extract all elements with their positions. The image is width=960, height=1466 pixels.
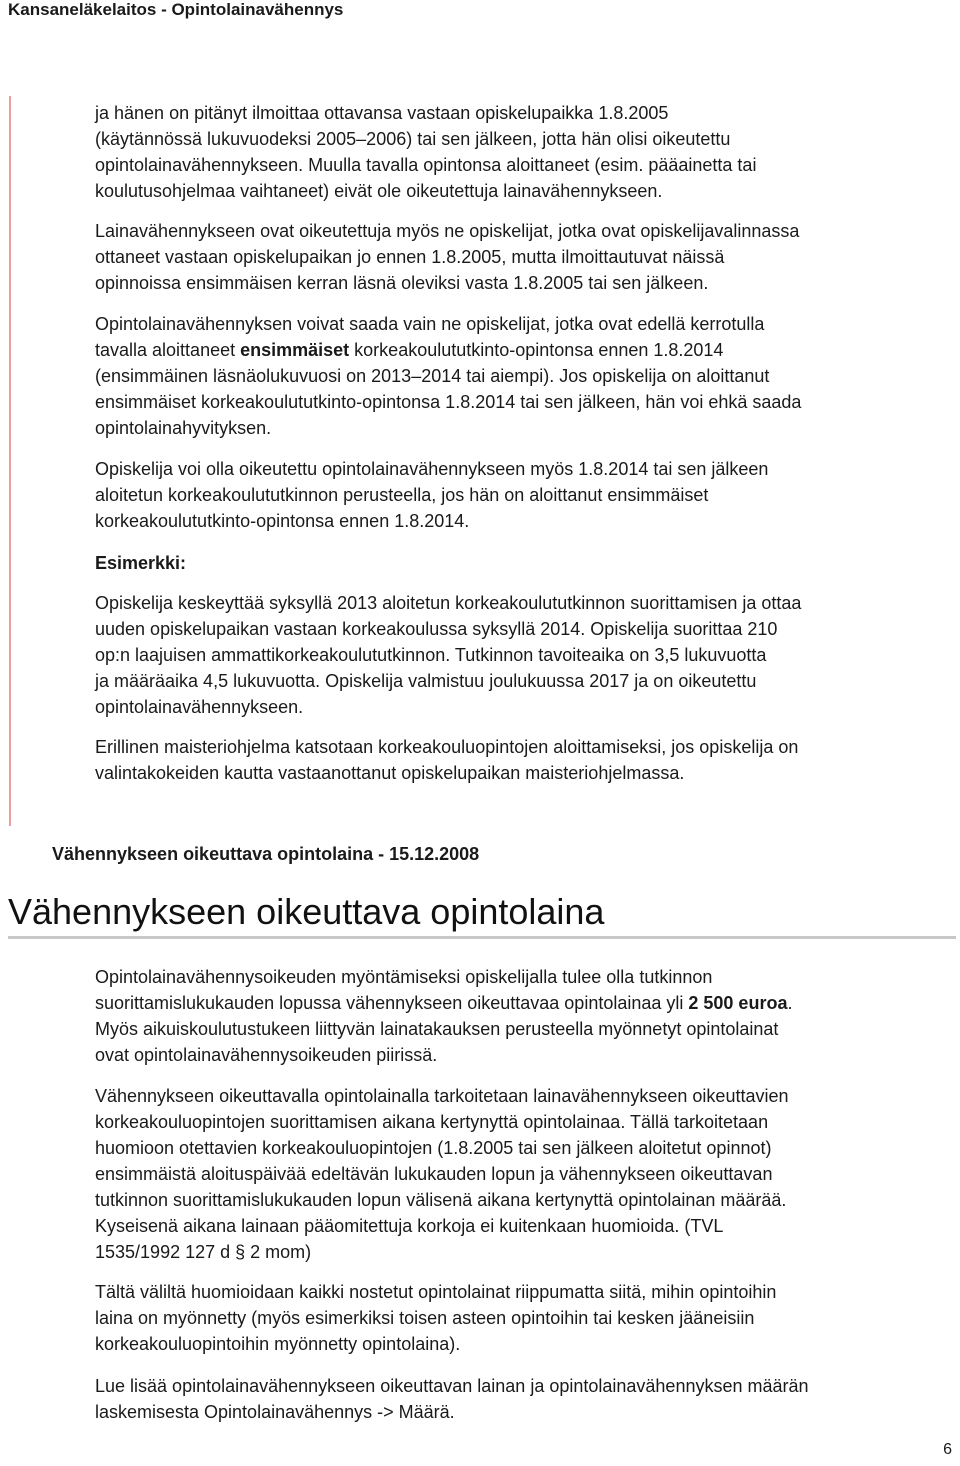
text-line: (ensimmäinen läsnäolukuvuosi on 2013–2014 tai aiempi). Jos opiskelija on aloittanut — [95, 366, 770, 386]
paragraph-loan-definition — [95, 1083, 955, 1265]
text-line: Kyseisenä aikana lainaan pääomitettuja korkoja ei kuitenkaan huomioida. (TVL — [95, 1216, 724, 1236]
text-fragment: korkeakoulututkinto-opintonsa ennen 1.8.2014 — [349, 340, 724, 360]
text-line: laina on myönnetty (myös esimerkiksi toisen asteen opintoihin tai kesken jääneisiin — [95, 1308, 755, 1328]
text-line: tutkinnon suorittamislukukauden lopun välisenä aikana kertynyttä opintolainan määrää. — [95, 1190, 787, 1210]
text-line: Opintolainavähennysoikeuden myöntämiseksi opiskelijalla tulee olla tutkinnon — [95, 967, 713, 987]
text-line: laskemisesta Opintolainavähennys -> Määrä. — [95, 1402, 455, 1422]
text-line: Erillinen maisteriohjelma katsotaan korkeakouluopintojen aloittamiseksi, jos opiskelija on — [95, 737, 799, 757]
text-line: ensimmäistä aloituspäivää edeltävän lukukauden lopun ja vähennykseen oikeuttavan — [95, 1164, 773, 1184]
text-line: Vähennykseen oikeuttavalla opintolainalla tarkoitetaan lainavähennykseen oikeuttavien — [95, 1086, 789, 1106]
text-line: Lue lisää opintolainavähennykseen oikeuttavan lainan ja opintolainavähennyksen määrän — [95, 1376, 809, 1396]
section-subheading: Vähennykseen oikeuttava opintolaina - 15.12.2008 — [52, 844, 480, 864]
example-label: Esimerkki: — [95, 553, 187, 573]
text-line: op:n laajuisen ammattikorkeakoulututkinnon. Tutkinnon tavoiteaika on 3,5 lukuvuotta — [95, 645, 767, 665]
text-line: korkeakouluopintojen suorittamisen aikana kertynyttä opintolainaa. Tällä tarkoitetaan — [95, 1112, 769, 1132]
text-line — [95, 990, 955, 1016]
paragraph-loan-threshold — [95, 964, 955, 1068]
text-line: ja määräaika 4,5 lukuvuotta. Opiskelija valmistuu joulukuussa 2017 ja on oikeutettu — [95, 671, 757, 691]
text-line: ensimmäiset korkeakoulututkinto-opintonsa 1.8.2014 tai sen jälkeen, hän voi ehkä saada — [95, 392, 802, 412]
text-line: opintolainavähennykseen. Muulla tavalla opintonsa aloittaneet (esim. pääainetta tai — [95, 155, 757, 175]
text-line: ovat opintolainavähennysoikeuden piirissä. — [95, 1045, 438, 1065]
paragraph-read-more — [95, 1373, 955, 1425]
emphasis-amount: 2 500 euroa — [688, 993, 788, 1013]
text-line: koulutusohjelmaa vaihtaneet) eivät ole oikeutettuja lainavähennykseen. — [95, 181, 663, 201]
paragraph-later-degree — [95, 456, 955, 534]
text-fragment: suorittamislukukauden lopussa vähennykseen oikeuttavaa opintolainaa yli — [95, 993, 689, 1013]
title-divider — [8, 936, 956, 939]
text-line: (käytännössä lukuvuodeksi 2005–2006) tai sen jälkeen, jotta hän olisi oikeutettu — [95, 129, 731, 149]
text-line: opinnoissa ensimmäisen kerran läsnä oleviksi vasta 1.8.2005 tai sen jälkeen. — [95, 273, 709, 293]
page-number: 6 — [943, 1441, 952, 1458]
text-line: korkeakouluopintoihin myönnetty opintolaina). — [95, 1334, 461, 1354]
text-line: Tältä väliltä huomioidaan kaikki nostetut opintolainat riippumatta siitä, mihin opintoihin — [95, 1282, 777, 1302]
text-fragment: . — [787, 993, 793, 1013]
text-line: ottaneet vastaan opiskelupaikan jo ennen 1.8.2005, mutta ilmoittautuvat näissä — [95, 247, 725, 267]
text-line: huomioon otettavien korkeakouluopintojen (1.8.2005 tai sen jälkeen aloitetut opinnot) — [95, 1138, 772, 1158]
change-marker-bar — [9, 96, 11, 826]
paragraph-eligibility-also — [95, 218, 955, 296]
page-header-title: Kansaneläkelaitos - Opintolainavähennys — [8, 0, 344, 19]
text-line: valintakokeiden kautta vastaanottanut opiskelupaikan maisteriohjelmassa. — [95, 763, 685, 783]
text-line — [95, 337, 955, 363]
page-title: Vähennykseen oikeuttava opintolaina — [8, 891, 605, 932]
paragraph-masters — [95, 734, 955, 786]
text-line: Myös aikuiskoulutustukeen liittyvän lainatakauksen perusteella myönnetyt opintolainat — [95, 1019, 779, 1039]
text-line: uuden opiskelupaikan vastaan korkeakoulussa syksyllä 2014. Opiskelija suorittaa 210 — [95, 619, 778, 639]
text-line: Lainavähennykseen ovat oikeutettuja myös ne opiskelijat, jotka ovat opiskelijavalinnassa — [95, 221, 800, 241]
text-line: opintolainahyvityksen. — [95, 418, 272, 438]
text-line: Opiskelija keskeyttää syksyllä 2013 aloitetun korkeakoulututkinnon suorittamisen ja ottaa — [95, 593, 802, 613]
text-fragment: tavalla aloittaneet — [95, 340, 241, 360]
text-line: Opintolainavähennyksen voivat saada vain ne opiskelijat, jotka ovat edellä kerrotulla — [95, 314, 765, 334]
text-line: 1535/1992 127 d § 2 mom) — [95, 1242, 312, 1262]
example-label-block — [95, 550, 955, 576]
text-line: aloitetun korkeakoulututkinnon perusteella, jos hän on aloittanut ensimmäiset — [95, 485, 709, 505]
text-line: korkeakoulututkinto-opintonsa ennen 1.8.2014. — [95, 511, 470, 531]
paragraph-all-loans — [95, 1279, 955, 1357]
text-line: ja hänen on pitänyt ilmoittaa ottavansa vastaan opiskelupaikka 1.8.2005 — [95, 103, 669, 123]
paragraph-example — [95, 590, 955, 720]
emphasis-first: ensimmäiset — [240, 340, 350, 360]
text-line: Opiskelija voi olla oikeutettu opintolainavähennykseen myös 1.8.2014 tai sen jälkeen — [95, 459, 769, 479]
paragraph-first-studies — [95, 311, 955, 441]
paragraph-eligibility-intro — [95, 100, 955, 204]
text-line: opintolainavähennykseen. — [95, 697, 304, 717]
